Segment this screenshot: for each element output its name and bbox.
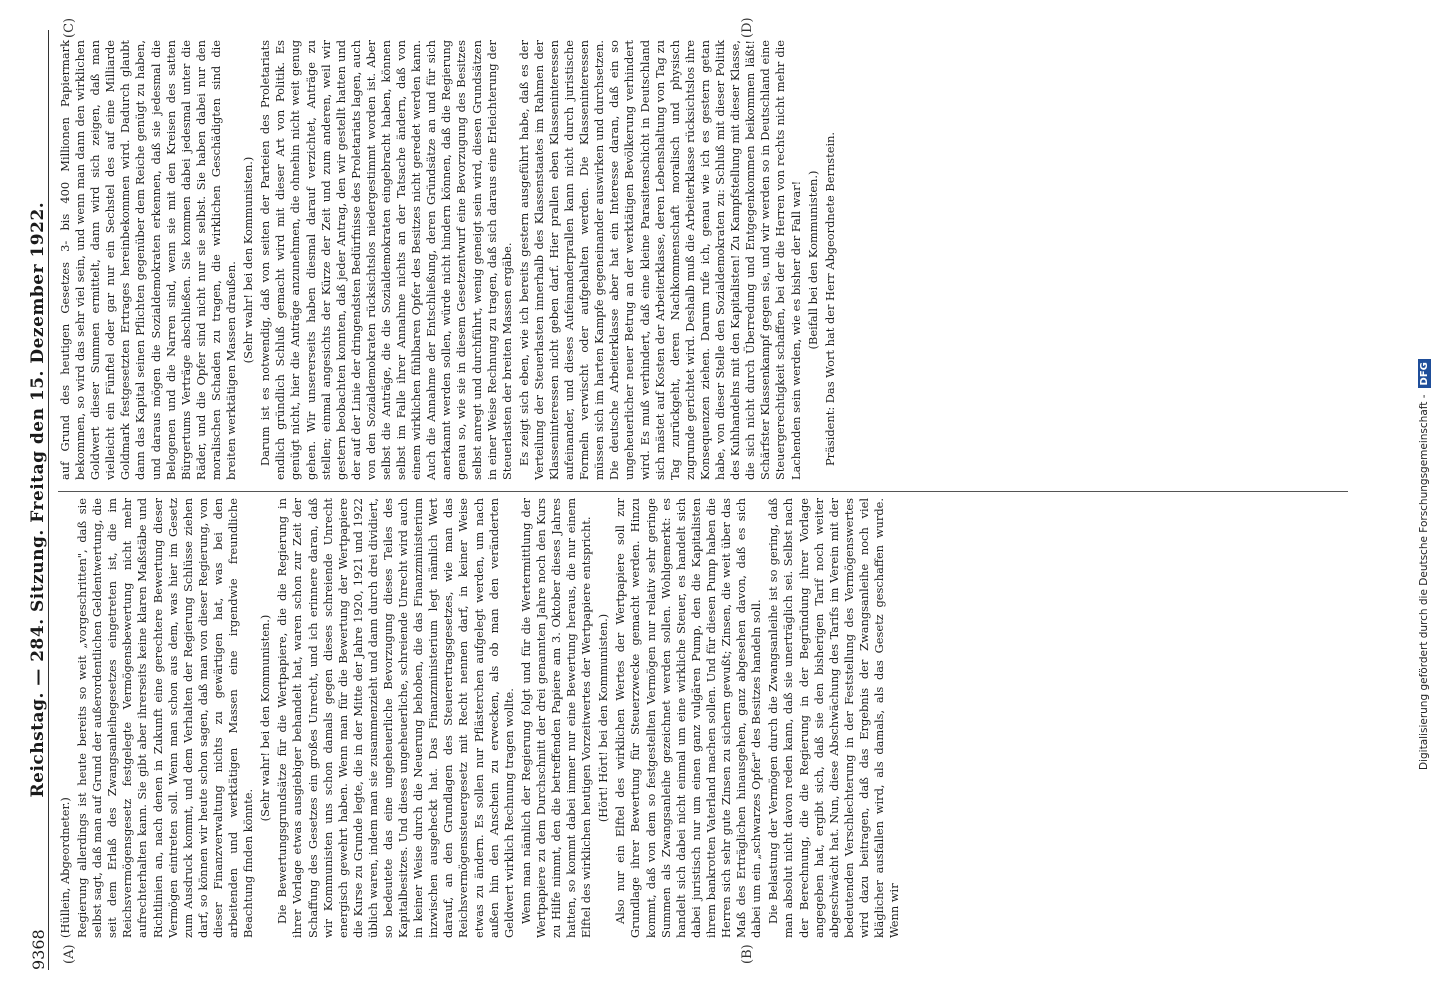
sidebar-credit: [1414, 10, 1434, 770]
margin-marker-c: (C): [62, 17, 77, 38]
paragraph: Darum ist es notwendig, daß von seiten der Parteien des Proletariats endlich gründlich Schluß gemacht wird mit dieser Art von Politik. Es genügt nicht, hier die Anträge anzunehmen, die ohnehin nicht weit genug gehen. Wir unsererseits haben diesmal darauf verzichtet, Anträge zu stellen; einmal angesichts der Kürze der Zeit und zum anderen, weil wir gestern beobachten konnten, daß jeder Antrag, den wir gestellt hatten und der auf der Linie der dringendsten Bedürfnisse des Proletariats lagen, auch von den Sozialdemokraten rücksichtslos niedergestimmt worden ist. Aber selbst die Anträge, die die Sozialdemokraten eingebracht haben, können selbst im Falle ihrer Annahme nichts an der Tatsache ändern, daß von einem wirklichen fühlbaren Opfer des Besitzes nicht geredet werden kann. Auch die Annahme der Entschließung, deren Gründsätze an und für sich anerkannt werden sollen, würde nicht hindern können, daß die Regierung genau so, wie sie in diesem Gesetzentwurf eine Bevorzugung des Besitzes selbst anregt und durchführt, wenig geneigt sein wird, diesen Grundsätzen in einer Weise Rechnung zu tragen, daß sich daraus eine Erleichterung der Steuerlasten der breiten Massen ergäbe.: [258, 40, 514, 480]
page-number: 9368: [29, 929, 48, 970]
paragraph: (Sehr wahr! bei den Kommunisten.): [258, 614, 273, 822]
digitization-sidebar: [1410, 0, 1434, 1000]
paragraph: Präsident: Das Wort hat der Herr Abgeordnete Bernstein.: [822, 131, 837, 466]
page-title: Reichstag. — 284. Sitzung. Freitag den 15. Dezember 1922.: [28, 201, 48, 798]
paragraph: (Hüllein, Abgeordneter.): [58, 797, 72, 938]
paragraph: Die Bewertungsgrundsätze für die Wertpapiere, die die Regierung in ihrer Vorlage etwas ausgiebiger behandelt hat, waren schon zur Zeit der Schaffung des Gesetzes ein großes Unrecht, und ich erinnere daran, daß wir Kommunisten uns schon damals gegen dieses schreiende Unrecht energisch gewehrt haben. Wenn man für die Bewertung der Wertpapiere die Kurse zu Grunde legte, die in der Mitte der Jahre 1920, 1921 und 1922 üblich waren, indem man sie zusammenzieht und dann durch drei dividiert, so bedeutete das eine ungeheuerliche Bevorzugung dieses Teiles des Kapitalbesitzes. Und dieses ungeheuerliche, schreiende Unrecht wird auch in keiner Weise durch die Neuerung behoben, die das Finanzministerium inzwischen ausgeheckt hat. Das Finanzministerium legt nämlich Wert darauf, an den Grundlagen des Steuerertragsgesetzes, wie man das Reichsvermögenssteuergesetz mit Recht nennen darf, in keiner Weise etwas zu ändern. Es sollen nur Pflästerchen aufgelegt werden, um nach außen hin den Anschein zu erwecken, als ob man den veränderten Geldwert wirklich Rechnung tragen wollte.: [275, 498, 516, 938]
paragraph: Die Belastung der Vermögen durch die Zwangsanleihe ist so gering, daß man absolut nicht davon reden kann, daß sie unerträglich sei. Selbst nach der Berechnung, die die Regierung in der Begründung ihrer Vorlage angegeben hat, ergibt sich, daß sie den bisherigen Tarif noch weiter abgeschwächt hat. Nun, diese Abschwächung des Tarifs im Verein mit der bedeutenden Verschlechterung in der Feststellung des Vermögenswertes wird dazu beitragen, daß das Ergebnis der Zwangsanleihe noch viel kläglicher ausfallen wird, als damals, als das Gesetz geschaffen wurde. Wenn wir: [766, 498, 902, 938]
dfg-logo-badge: DFG: [1418, 359, 1431, 388]
paragraph: Also nur ein Elftel des wirklichen Wertes der Wertpapiere soll zur Grundlage ihrer Bewertung für Steuerzwecke gemacht werden. Hinzu kommt, daß von dem so festgestellten Vermögen nur relativ sehr geringe Summen als Zwangsanleihe gezeichnet werden sollen. Wohlgemerkt: es handelt sich dabei nicht einmal um eine wirkliche Steuer, es handelt sich dabei juristisch nur um einen ganz vulgären Pump, den die Kapitalisten ihrem bankrotten Vaterland machen sollen. Und für diesen Pump haben die Herren sich sehr gute Zinsen zu sichern gewußt; Zinsen, die weit über das Maß des Erträglichen hinausgehen, ganz abgesehen davon, daß es sich dabei um ein „schwarzes Opfer" des Besitzes handeln soll.: [613, 498, 764, 938]
margin-marker-a: (A): [62, 944, 77, 964]
paragraph: (Sehr wahr! bei den Kommunisten.): [241, 156, 256, 364]
paragraph: (Hört! Hört! bei den Kommunisten.): [596, 613, 611, 823]
text-column-left: [58, 498, 904, 938]
column-divider: [58, 491, 1348, 492]
paragraph: Es zeigt sich eben, wie ich bereits gestern ausgeführt habe, daß es der Verteilung der Steuerlasten innerhalb des Klassenstaates im Rahmen der Klasseninteressen nicht geben darf. Hier prallen eben Klasseninteressen aufeinander, und dieses Aufeinanderprallen kann nicht durch juristische Formeln verwischt oder aufgehalten werden. Die Klasseninteressen müssen sich im harten Kampfe gegeneinander auswirken und durchsetzen. Die deutsche Arbeiterklasse aber hat ein Interesse daran, daß ein so ungeheuerlicher neuer Betrug an der werktätigen Bevölkerung verhindert wird. Es muß verhindert, daß eine kleine Parasitenschicht in Deutschland sich mästet auf Kosten der Arbeiterklasse, deren Lebenshaltung von Tag zu Tag zurückgeht, deren Nachkommenschaft moralisch und physisch zugrunde gerichtet wird. Deshalb muß die Arbeiterklasse rücksichtslos ihre Konsequenzen ziehen. Darum rufe ich, genau wie ich es gestern getan habe, von dieser Stelle den Sozialdemokraten zu: Schluß mit dieser Politik des Kuhhandelns mit den Kapitalisten! Zu Kampfstellung mit dieser Klasse, die sich nicht durch Überredung und Entgegenkommen beikommen läßt! Schärfster Klassenkampf gegen sie, und wir werden so in Deutschland eine Steuergerechtigkeit schaffen, bei der die Herren von rechts nicht mehr die Lachenden sein werden, wie es bisher der Fall war!: [516, 40, 803, 480]
text-column-right: [58, 40, 840, 480]
margin-marker-b: (B): [740, 944, 755, 964]
sidebar-credit-text: Digitalisierung gefördert durch die Deutsche Forschungsgemeinschaft -: [1418, 394, 1430, 770]
paragraph: Regierung allerdings ist heute bereits so weit „vorgeschritten", daß sie selbst sagt, daß man auf Grund der außerordentlichen Geldentwertung, die seit dem Erlaß des Zwangsanleihegesetzes eingetreten ist, die im Reichsvermögensgesetz festgelegte Vermögensbewertung nicht mehr aufrechterhalten kann. Sie gibt aber ihrerseits keine klaren Maßstäbe und Richtlinien an, nach denen in Zukunft eine gerechtere Bewertung dieser Vermögen eintreten soll. Wenn man schon aus dem, was hier im Gesetz zum Ausdruck kommt, und dem Verhalten der Regierung Schlüsse ziehen darf, so können wir heute schon sagen, daß man von dieser Regierung, von dieser Finanzverwaltung nichts zu gewärtigen hat, was bei den arbeitenden und werktätigen Massen eine irgendwie freundliche Beachtung finden könnte.: [75, 498, 256, 938]
paragraph: auf Grund des heutigen Gesetzes 3- bis 400 Millionen Papiermark bekommen, so wird das sehr viel sein, und wenn man dann den wirklichen Goldwert dieser Summen ermittelt, dann wird sich zeigen, daß man vielleicht ein Fünftel oder gar nur ein Sechstel des auf eine Milliarde Goldmark festgesetzten Ertrages hereinbekommen wird. Dadurch glaubt dann das Kapital seinen Pflichten gegenüber dem Reiche genügt zu haben, und daraus mögen die Sozialdemokraten erkennen, daß sie jedesmal die Belogenen und die Narren sind, wenn sie mit den Kreisen des satten Bürgertums Verträge abschließen. Sie kommen dabei jedesmal unter die Räder, und die Opfer sind nicht nur sie selbst. Sie haben dabei nur den moralischen Schaden zu tragen, die wirklichen Geschädigten sind die breiten werktätigen Massen draußen.: [58, 40, 239, 480]
margin-marker-d: (D): [740, 17, 755, 38]
paragraph: Wenn man nämlich der Regierung folgt und für die Wertermittlung der Wertpapiere zu dem Durchschnitt der drei genannten Jahre noch den Kurs zu Hilfe nimmt, den die betreffenden Papiere am 3. Oktober dieses Jahres hatten, so kommt dabei immer nur eine Bewertung heraus, die nur einem Elftel des wirklichen heutigen Vorzeitwertes der Wertpapiere entspricht.: [518, 498, 594, 938]
paragraph: (Beifall bei den Kommunisten.): [805, 170, 820, 350]
page-header: [20, 30, 49, 970]
